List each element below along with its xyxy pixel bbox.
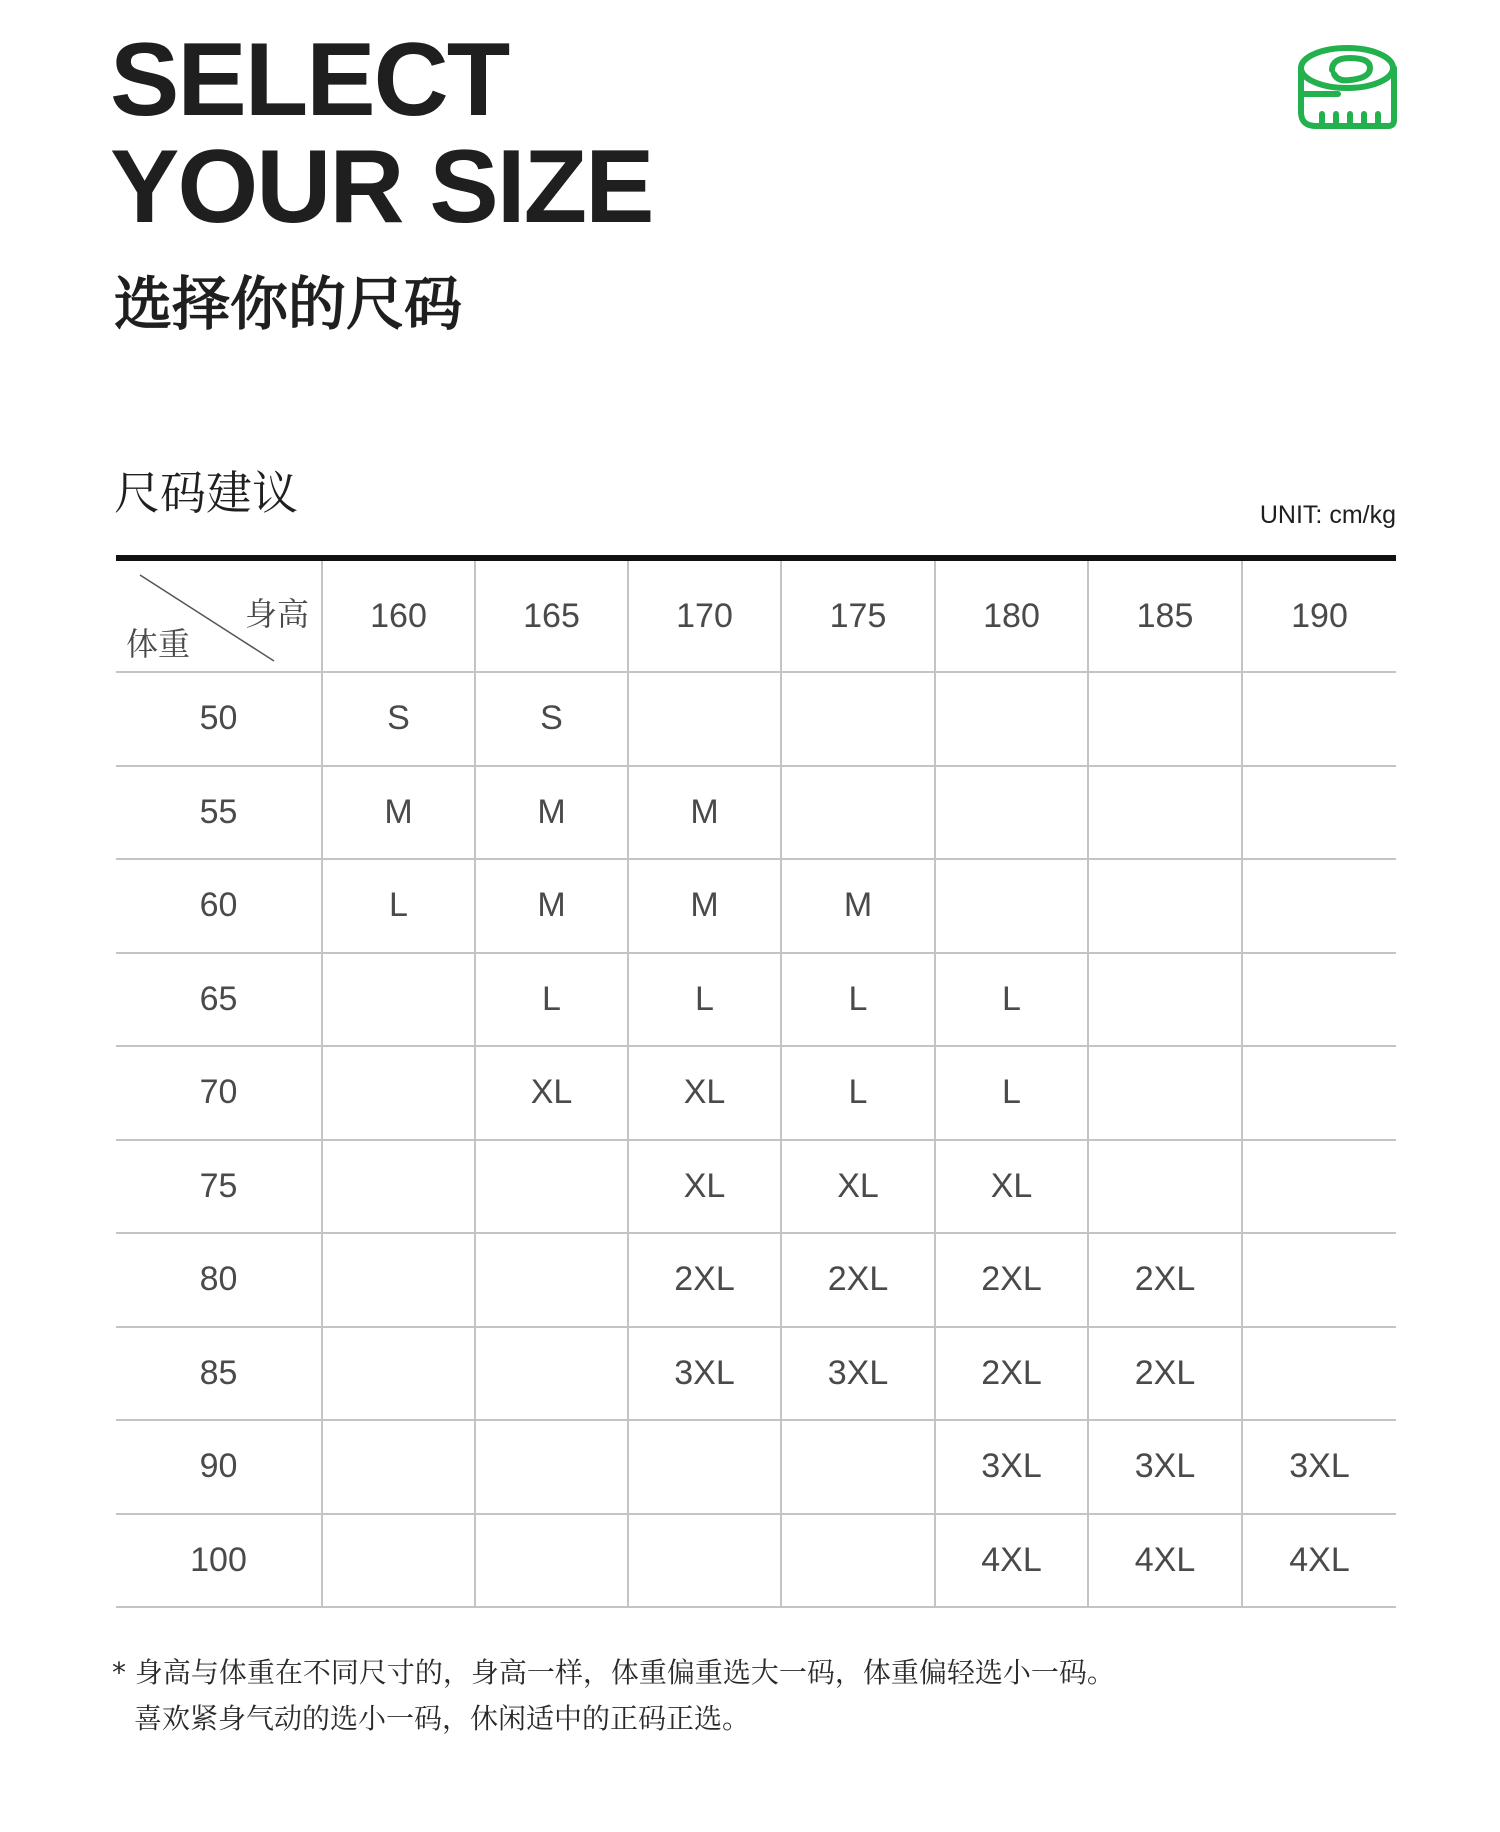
size-cell [322, 1420, 475, 1514]
size-cell: M [628, 859, 781, 953]
size-cell: 2XL [935, 1233, 1088, 1327]
size-cell: XL [935, 1140, 1088, 1234]
size-cell: 2XL [1088, 1327, 1242, 1421]
footnote-line-1: * 身高与体重在不同尺寸的，身高一样，体重偏重选大一码，体重偏轻选小一码。 [112, 1656, 1115, 1689]
size-cell: 3XL [1088, 1420, 1242, 1514]
weight-cell: 55 [116, 766, 322, 860]
size-cell [1242, 672, 1396, 766]
table-row [116, 1514, 1396, 1608]
weight-cell: 65 [116, 953, 322, 1047]
height-header-cell: 180 [935, 561, 1088, 672]
size-cell [322, 1233, 475, 1327]
measuring-tape-icon [1292, 42, 1402, 136]
hero-title-line-1: SELECT [110, 22, 509, 138]
size-cell: 2XL [628, 1233, 781, 1327]
size-cell [1088, 766, 1242, 860]
size-cell [781, 1514, 935, 1608]
size-cell [322, 1140, 475, 1234]
size-cell: M [475, 859, 628, 953]
table-corner-cell [116, 561, 322, 672]
size-cell [781, 1420, 935, 1514]
size-cell: 4XL [1088, 1514, 1242, 1608]
size-cell: L [475, 953, 628, 1047]
size-cell [1242, 1233, 1396, 1327]
table-row [116, 1046, 1396, 1140]
size-cell: M [322, 766, 475, 860]
size-cell: M [781, 859, 935, 953]
size-cell: 2XL [935, 1327, 1088, 1421]
size-cell: 3XL [1242, 1420, 1396, 1514]
size-cell: L [322, 859, 475, 953]
size-cell [935, 672, 1088, 766]
size-cell [1242, 1046, 1396, 1140]
size-cell [475, 1420, 628, 1514]
size-cell: 3XL [935, 1420, 1088, 1514]
corner-height-label: 身高 [244, 595, 309, 633]
size-cell: 4XL [935, 1514, 1088, 1608]
size-cell: L [781, 1046, 935, 1140]
size-cell [1242, 859, 1396, 953]
size-cell [781, 766, 935, 860]
size-cell: S [322, 672, 475, 766]
size-cell: 4XL [1242, 1514, 1396, 1608]
page-title-chinese: 选择你的尺码 [114, 270, 463, 338]
size-cell: L [628, 953, 781, 1047]
footnote [112, 1650, 1115, 1742]
table-row [116, 859, 1396, 953]
size-cell [1088, 859, 1242, 953]
size-cell [1242, 1327, 1396, 1421]
section-title: 尺码建议 [114, 466, 298, 520]
size-cell [1088, 1140, 1242, 1234]
weight-cell: 100 [116, 1514, 322, 1608]
size-chart-table [116, 561, 1396, 1608]
table-header-row [116, 561, 1396, 672]
weight-cell: 50 [116, 672, 322, 766]
unit-label: UNIT: cm/kg [1259, 501, 1396, 529]
footnote-line-2: 喜欢紧身气动的选小一码，休闲适中的正码正选。 [134, 1702, 751, 1735]
size-cell: XL [628, 1046, 781, 1140]
size-cell [1088, 1046, 1242, 1140]
size-cell [1242, 766, 1396, 860]
height-header-cell: 175 [781, 561, 935, 672]
size-cell [935, 766, 1088, 860]
table-row [116, 953, 1396, 1047]
height-header-cell: 160 [322, 561, 475, 672]
size-cell [475, 1140, 628, 1234]
size-cell: M [475, 766, 628, 860]
table-row [116, 1327, 1396, 1421]
size-cell: L [781, 953, 935, 1047]
size-cell [322, 1046, 475, 1140]
size-cell: L [935, 953, 1088, 1047]
size-cell [1088, 672, 1242, 766]
size-cell [1088, 953, 1242, 1047]
size-cell: 3XL [628, 1327, 781, 1421]
weight-cell: 70 [116, 1046, 322, 1140]
size-cell [322, 1514, 475, 1608]
table-row [116, 766, 1396, 860]
table-row [116, 672, 1396, 766]
size-cell [1242, 1140, 1396, 1234]
height-header-cell: 170 [628, 561, 781, 672]
size-cell [781, 672, 935, 766]
height-header-cell: 185 [1088, 561, 1242, 672]
size-cell [628, 1514, 781, 1608]
size-cell [475, 1514, 628, 1608]
size-cell [1242, 953, 1396, 1047]
size-cell [475, 1233, 628, 1327]
weight-cell: 60 [116, 859, 322, 953]
weight-cell: 90 [116, 1420, 322, 1514]
height-header-cell: 165 [475, 561, 628, 672]
corner-weight-label: 体重 [126, 625, 191, 663]
height-header-cell: 190 [1242, 561, 1396, 672]
size-cell: 2XL [781, 1233, 935, 1327]
size-cell [935, 859, 1088, 953]
size-cell: S [475, 672, 628, 766]
size-cell [322, 1327, 475, 1421]
size-cell: 3XL [781, 1327, 935, 1421]
hero-title-line-2: YOUR SIZE [110, 129, 653, 245]
size-cell: XL [628, 1140, 781, 1234]
table-row [116, 1233, 1396, 1327]
size-cell [322, 953, 475, 1047]
weight-cell: 80 [116, 1233, 322, 1327]
size-cell: XL [475, 1046, 628, 1140]
size-cell: XL [781, 1140, 935, 1234]
weight-cell: 75 [116, 1140, 322, 1234]
size-cell [475, 1327, 628, 1421]
size-cell [628, 1420, 781, 1514]
table-row [116, 1420, 1396, 1514]
table-row [116, 1140, 1396, 1234]
size-cell: 2XL [1088, 1233, 1242, 1327]
size-cell: M [628, 766, 781, 860]
size-cell: L [935, 1046, 1088, 1140]
weight-cell: 85 [116, 1327, 322, 1421]
size-cell [628, 672, 781, 766]
